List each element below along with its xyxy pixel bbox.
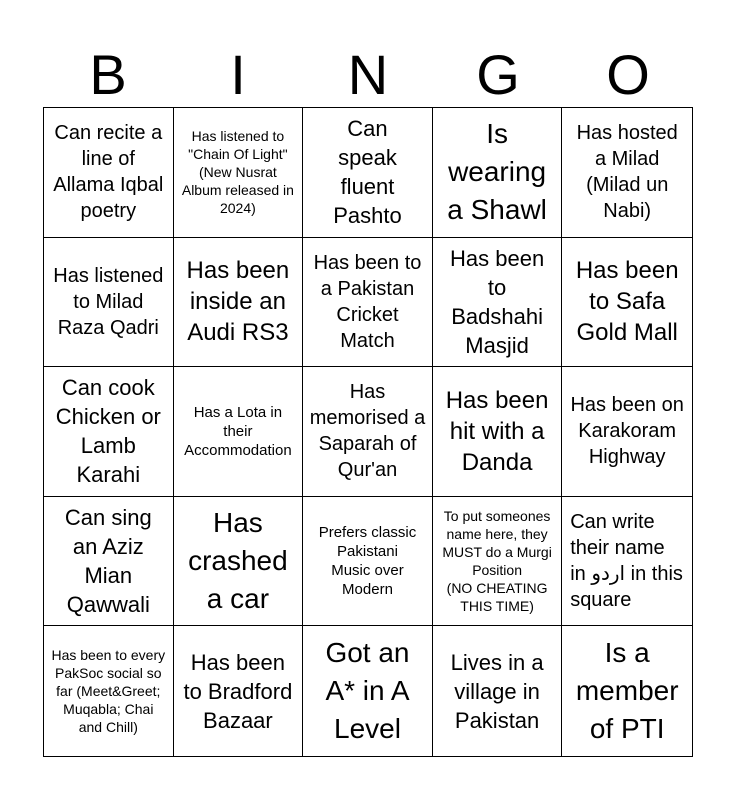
bingo-cell[interactable] — [174, 626, 304, 756]
bingo-cell[interactable] — [44, 497, 174, 627]
bingo-cell[interactable] — [303, 626, 433, 756]
bingo-cell[interactable] — [433, 626, 563, 756]
cell-text: Lives in a village in Pakistan — [450, 649, 544, 733]
bingo-cell[interactable] — [562, 497, 692, 627]
cell-text: Can sing an Aziz Mian Qawwali — [64, 505, 152, 618]
cell-text: Has been on Karakoram Highway — [570, 394, 684, 469]
bingo-cell[interactable] — [433, 108, 563, 238]
cell-text: Has crashed a car — [188, 507, 288, 615]
cell-text: Can speak fluent Pashto — [333, 116, 402, 229]
cell-text: Has memorised a Saparah of Qur'an — [309, 381, 426, 482]
header-letter-o: O — [606, 43, 650, 106]
cell-text: Can cook Chicken or Lamb Karahi — [55, 375, 161, 488]
bingo-cell[interactable] — [44, 108, 174, 238]
bingo-cell[interactable] — [44, 367, 174, 497]
bingo-cell[interactable] — [303, 497, 433, 627]
cell-text: Can write their name in اردو in this square — [570, 511, 683, 612]
cell-text: Has a Lota in their Accommodation — [184, 403, 292, 459]
cell-text: Has been to a Pakistan Cricket Match — [313, 251, 422, 352]
bingo-cell[interactable] — [562, 367, 692, 497]
cell-text: Has been to Badshahi Masjid — [450, 245, 545, 358]
cell-text: Has been to Bradford Bazaar — [183, 649, 293, 733]
cell-text: Is wearing a Shawl — [447, 118, 547, 226]
bingo-cell[interactable] — [44, 238, 174, 368]
bingo-cell[interactable] — [303, 108, 433, 238]
bingo-cell[interactable] — [433, 238, 563, 368]
bingo-cell[interactable] — [174, 108, 304, 238]
bingo-cell[interactable] — [174, 238, 304, 368]
cell-text: Has been inside an Audi RS3 — [186, 257, 290, 347]
cell-text: Has hosted a Milad (Milad un Nabi) — [576, 122, 678, 223]
bingo-cell[interactable] — [44, 626, 174, 756]
cell-text: Got an A* in A Level — [325, 637, 410, 745]
bingo-cell[interactable] — [174, 497, 304, 627]
bingo-cell[interactable] — [433, 497, 563, 627]
header-letter-g: G — [476, 43, 520, 106]
cell-text: To put someones name here, they MUST do a Murgi Position (NO CHEATING THIS TIME) — [442, 508, 552, 615]
cell-text: Is a member of PTI — [575, 637, 679, 745]
cell-text: Has been to every PakSoc social so far (Meet&Greet; Muqabla; Chai and Chill) — [51, 647, 166, 736]
bingo-cell[interactable] — [174, 367, 304, 497]
cell-text: Has listened to Milad Raza Qadri — [53, 264, 164, 339]
bingo-cell[interactable] — [303, 367, 433, 497]
cell-text: Has been hit with a Danda — [445, 386, 549, 476]
bingo-cell[interactable] — [303, 238, 433, 368]
bingo-board — [43, 107, 693, 757]
cell-text: Prefers classic Pakistani Music over Modern — [318, 524, 417, 599]
header-letter-n: N — [347, 43, 389, 106]
bingo-header — [43, 44, 693, 106]
bingo-cell[interactable] — [433, 367, 563, 497]
header-letter-i: I — [230, 43, 246, 106]
cell-text: Has listened to "Chain Of Light" (New Nusrat Album released in 2024) — [181, 128, 294, 217]
bingo-cell[interactable] — [562, 108, 692, 238]
header-letter-b: B — [89, 43, 127, 106]
cell-text: Can recite a line of Allama Iqbal poetry — [53, 122, 164, 223]
bingo-cell[interactable] — [562, 626, 692, 756]
bingo-cell[interactable] — [562, 238, 692, 368]
cell-text: Has been to Safa Gold Mall — [575, 257, 679, 347]
